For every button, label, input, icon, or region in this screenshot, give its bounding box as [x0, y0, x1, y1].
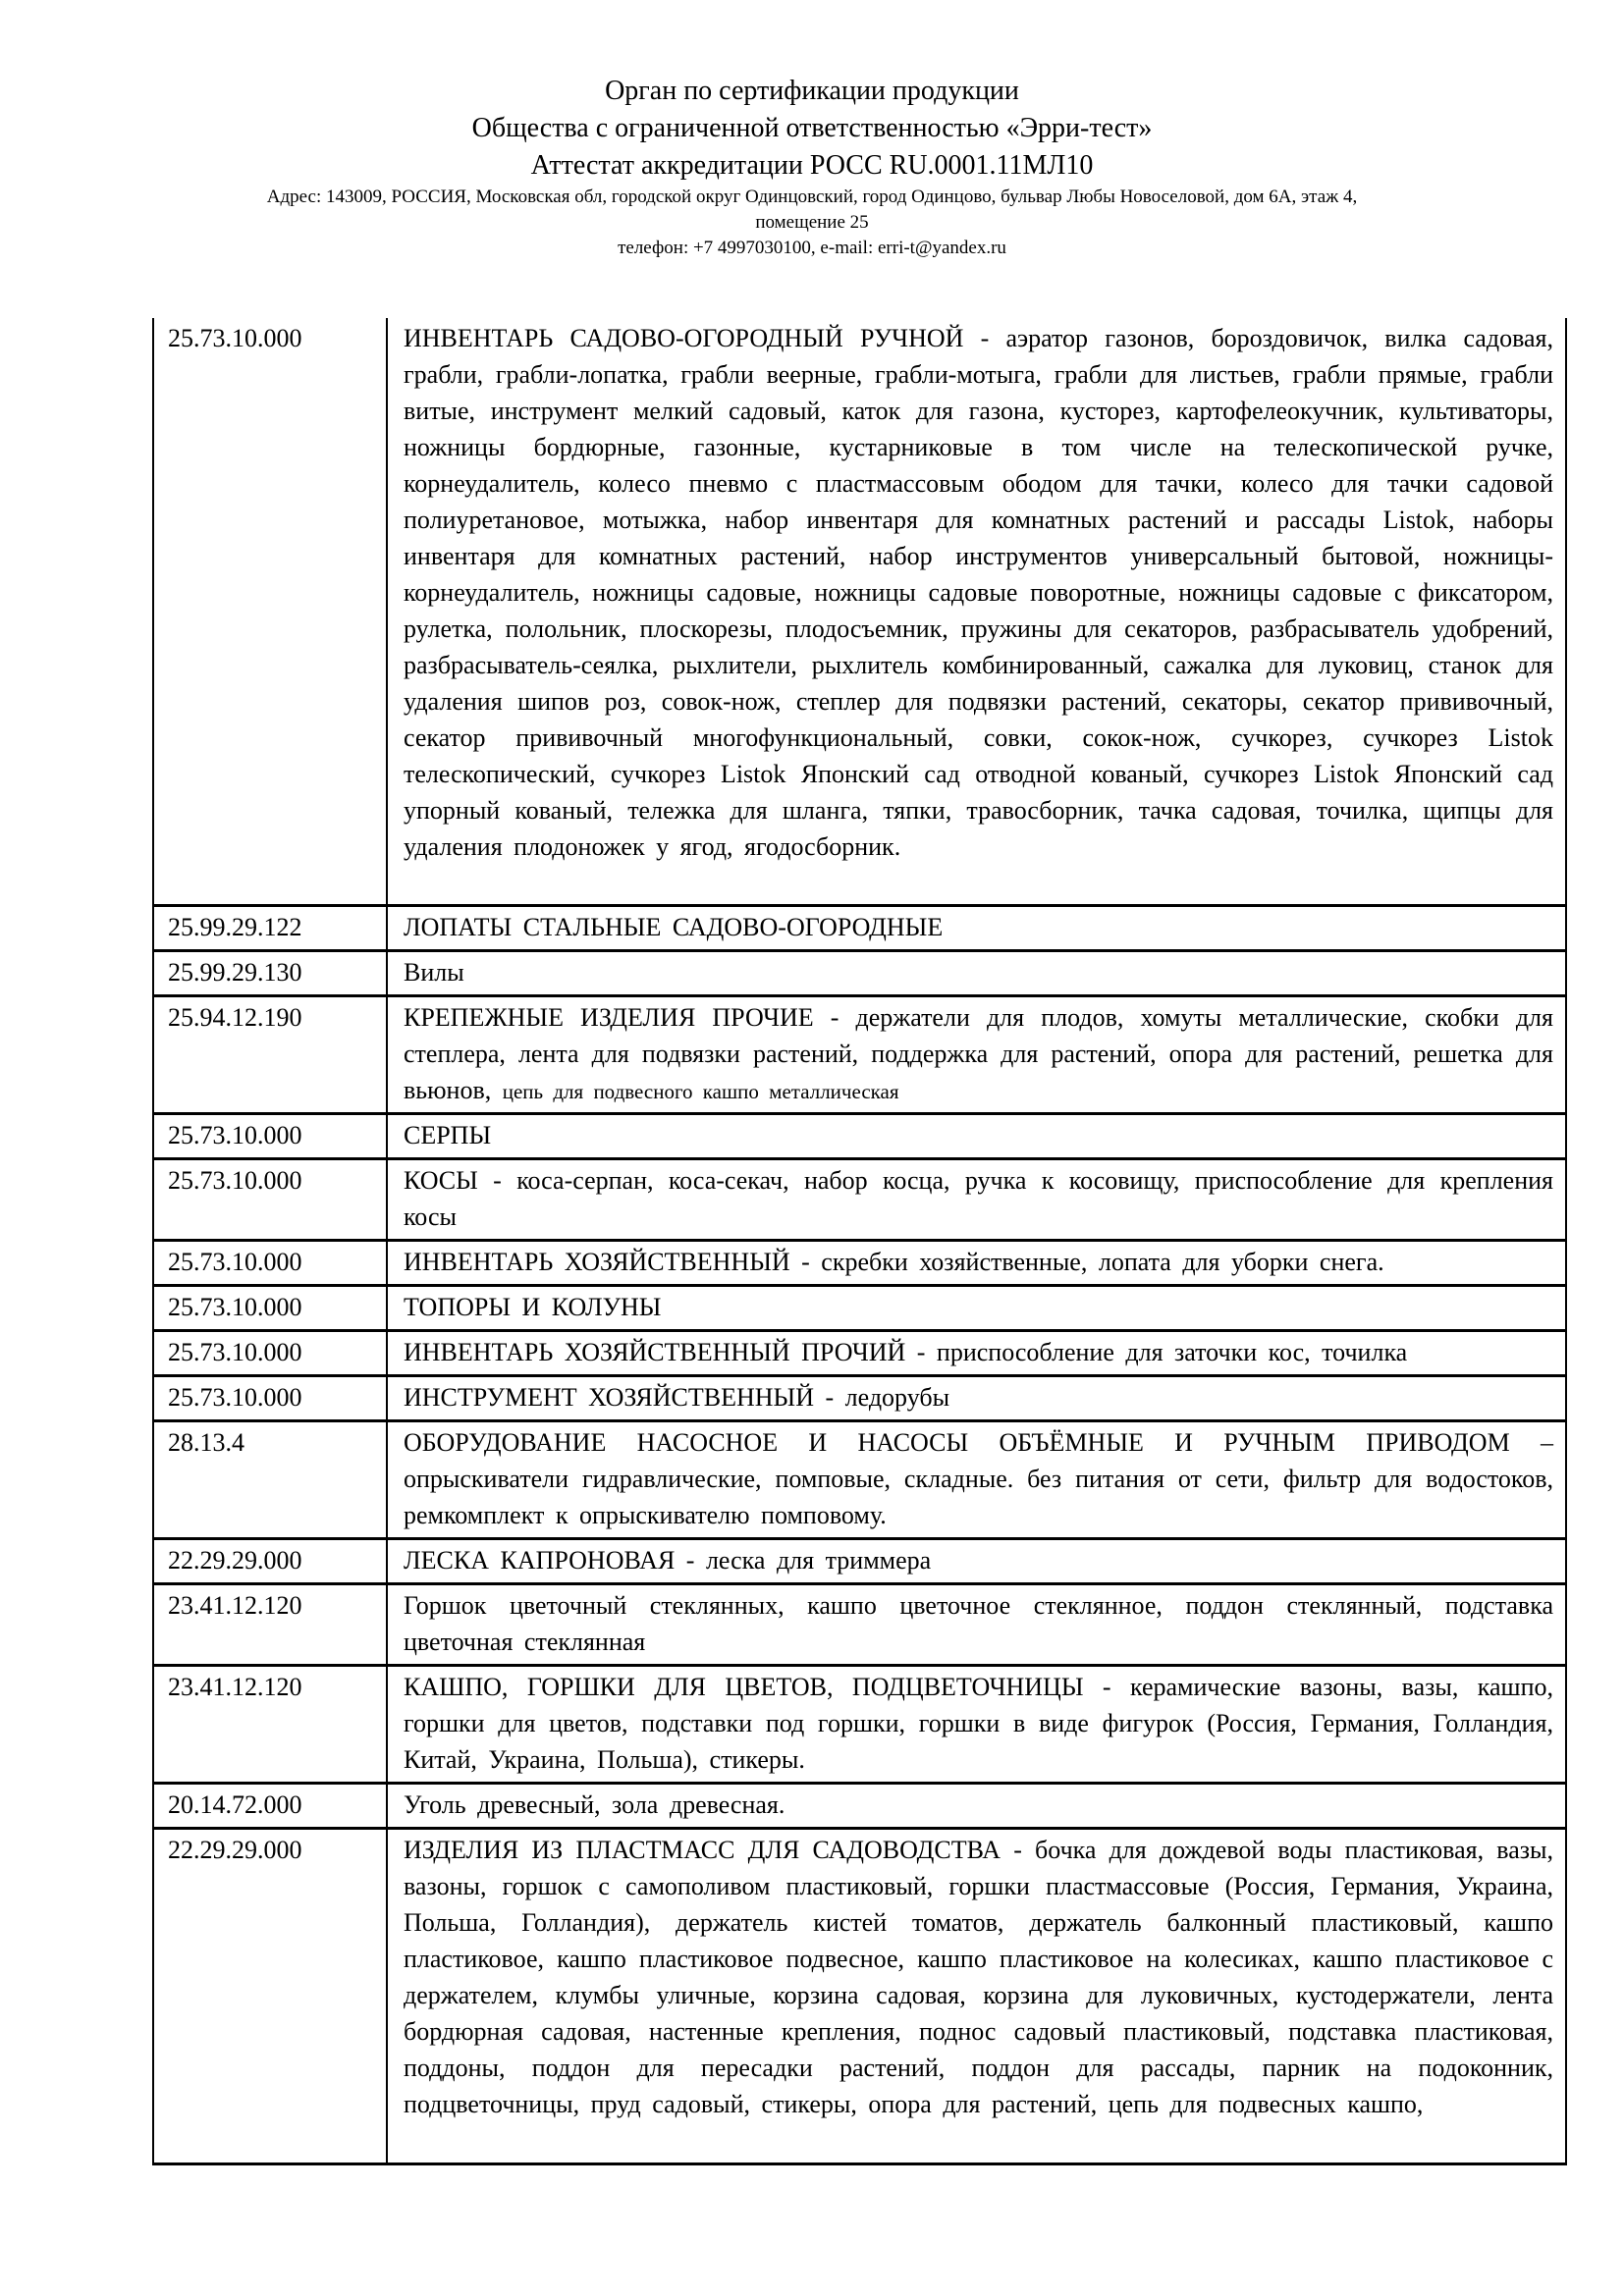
description-text: Вилы	[404, 958, 464, 987]
description-text: ЛЕСКА КАПРОНОВАЯ - леска для триммера	[404, 1546, 932, 1575]
description-cell	[388, 1160, 1565, 1239]
code-cell: 25.99.29.122	[154, 907, 388, 949]
code-cell: 25.73.10.000	[154, 318, 388, 904]
code-cell: 25.73.10.000	[154, 1287, 388, 1329]
org-title-line1: Орган по сертификации продукции	[605, 76, 1019, 106]
code-cell: 25.73.10.000	[154, 1115, 388, 1157]
description-cell	[388, 1287, 1565, 1329]
table-row	[154, 1377, 1565, 1422]
description-cell	[388, 997, 1565, 1112]
description-text: КРЕПЕЖНЫЕ ИЗДЕЛИЯ ПРОЧИЕ - держатели для плодов, хомуты металлические, скобки для степлера, лента для подвязки растений, поддержка для растений, опора для растений, решетка для вьюнов,	[404, 1003, 1553, 1104]
description-cell	[388, 1115, 1565, 1157]
table-row	[154, 1160, 1565, 1242]
description-cell	[388, 1242, 1565, 1284]
address-line1: Адрес: 143009, РОССИЯ, Московская обл, городской округ Одинцовский, город Одинцово, бульвар Любы Новоселовой, дом 6А, этаж 4,	[266, 187, 1358, 207]
table-row	[154, 1332, 1565, 1377]
description-cell	[388, 952, 1565, 994]
code-cell: 22.29.29.000	[154, 1540, 388, 1582]
table-row	[154, 1242, 1565, 1287]
table-row	[154, 1585, 1565, 1667]
description-cell	[388, 1667, 1565, 1782]
description-text: СЕРПЫ	[404, 1121, 492, 1149]
description-text: Уголь древесный, зола древесная.	[404, 1790, 785, 1819]
description-text: ЛОПАТЫ СТАЛЬНЫЕ САДОВО-ОГОРОДНЫЕ	[404, 913, 944, 941]
table-row	[154, 1287, 1565, 1332]
table-row	[154, 318, 1565, 907]
description-small-text: цепь для подвесного кашпо металлическая	[502, 1080, 899, 1103]
description-text: ИНВЕНТАРЬ САДОВО-ОГОРОДНЫЙ РУЧНОЙ - аэратор газонов, бороздовичок, вилка садовая, грабли, грабли-лопатка, грабли веерные, грабли-мотыга, грабли для листьев, грабли прямые, грабли витые, инструмент мелкий садовый, каток для газона, кусторез, картофелеокучник, культиваторы, ножницы бордюрные, газонные, кустарниковые в том числе на телескопической ручке, корнеудалитель, колесо пневмо с пластмассовым ободом для тачки, колесо для тачки садовой полиуретановое, мотыжка, набор инвентаря для комнатных растений и рассады Listok, наборы инвентаря для комнатных растений, набор инструментов универсальный бытовой, ножницы-корнеудалитель, ножницы садовые, ножницы садовые поворотные, ножницы садовые с фиксатором, рулетка, полольник, плоскорезы, плодосъемник, пружины для секаторов, разбрасыватель удобрений, разбрасыватель-сеялка, рыхлители, рыхлитель комбинированный, сажалка для луковиц, станок для удаления шипов роз, совок-нож, степлер для подвязки растений, секаторы, секатор прививочный, секатор прививочный многофункциональный, совки, сокок-нож, сучкорез, сучкорез Listok телескопический, сучкорез Listok Японский сад отводной кованый, сучкорез Listok Японский сад упорный кованый, тележка для шланга, тяпки, травосборник, тачка садовая, точилка, щипцы для удаления плодоножек у ягод, ягодосборник.	[404, 324, 1553, 861]
description-text: Горшок цветочный стеклянных, кашпо цветочное стеклянное, поддон стеклянный, подставка цветочная стеклянная	[404, 1591, 1553, 1656]
description-cell	[388, 1540, 1565, 1582]
description-cell	[388, 1785, 1565, 1827]
table-row	[154, 1667, 1565, 1785]
code-cell: 25.73.10.000	[154, 1160, 388, 1239]
table-row	[154, 997, 1565, 1115]
code-cell: 28.13.4	[154, 1422, 388, 1537]
contact-line: телефон: +7 4997030100, e-mail: erri-t@yandex.ru	[618, 238, 1006, 258]
description-text: ТОПОРЫ И КОЛУНЫ	[404, 1293, 662, 1321]
products-table	[152, 318, 1567, 2165]
code-cell: 22.29.29.000	[154, 1830, 388, 2163]
description-cell	[388, 1332, 1565, 1374]
code-cell: 25.73.10.000	[154, 1332, 388, 1374]
code-cell: 25.73.10.000	[154, 1377, 388, 1419]
description-cell	[388, 318, 1565, 904]
table-row	[154, 1115, 1565, 1160]
description-text: ИНСТРУМЕНТ ХОЗЯЙСТВЕННЫЙ - ледорубы	[404, 1383, 950, 1412]
description-text: ИНВЕНТАРЬ ХОЗЯЙСТВЕННЫЙ - скребки хозяйственные, лопата для уборки снега.	[404, 1248, 1384, 1276]
code-cell: 25.94.12.190	[154, 997, 388, 1112]
description-text: ОБОРУДОВАНИЕ НАСОСНОЕ И НАСОСЫ ОБЪЁМНЫЕ И РУЧНЫМ ПРИВОДОМ – опрыскиватели гидравлические, помповые, складные. без питания от сети, фильтр для водостоков, ремкомплект к опрыскивателю помповому.	[404, 1428, 1553, 1529]
org-title-line2: Общества с ограниченной ответственностью «Эрри-тест»	[471, 113, 1153, 143]
description-cell	[388, 907, 1565, 949]
description-text: КОСЫ - коса-серпан, коса-секач, набор косца, ручка к косовищу, приспособление для крепления косы	[404, 1166, 1553, 1231]
table-row	[154, 1785, 1565, 1830]
document-header	[0, 0, 1624, 261]
table-row	[154, 907, 1565, 952]
description-cell	[388, 1422, 1565, 1537]
table-row	[154, 952, 1565, 997]
description-text: ИЗДЕЛИЯ ИЗ ПЛАСТМАСС ДЛЯ САДОВОДСТВА - бочка для дождевой воды пластиковая, вазы, вазоны, горшок с самополивом пластиковый, горшки пластмассовые (Россия, Германия, Украина, Польша, Голландия), держатель кистей томатов, держатель балконный пластиковый, кашпо пластиковое, кашпо пластиковое подвесное, кашпо пластиковое на колесиках, кашпо пластиковое с держателем, клумбы уличные, корзина садовая, корзина для луковичных, кустодержатели, лента бордюрная садовая, настенные крепления, поднос садовый пластиковый, подставка пластиковая, поддоны, поддон для пересадки растений, поддон для рассады, парник на подоконник, подцветочницы, пруд садовый, стикеры, опора для растений, цепь для подвесных кашпо,	[404, 1836, 1553, 2118]
description-cell	[388, 1377, 1565, 1419]
code-cell: 25.99.29.130	[154, 952, 388, 994]
code-cell: 20.14.72.000	[154, 1785, 388, 1827]
table-row	[154, 1540, 1565, 1585]
code-cell: 25.73.10.000	[154, 1242, 388, 1284]
accreditation-line: Аттестат аккредитации РОСС RU.0001.11МЛ10	[530, 150, 1094, 181]
code-cell: 23.41.12.120	[154, 1667, 388, 1782]
description-text: КАШПО, ГОРШКИ ДЛЯ ЦВЕТОВ, ПОДЦВЕТОЧНИЦЫ - керамические вазоны, вазы, кашпо, горшки для цветов, подставки под горшки, горшки в виде фигурок (Россия, Германия, Голландия, Китай, Украина, Польша), стикеры.	[404, 1673, 1553, 1774]
description-text: ИНВЕНТАРЬ ХОЗЯЙСТВЕННЫЙ ПРОЧИЙ - приспособление для заточки кос, точилка	[404, 1338, 1408, 1366]
table-row	[154, 1422, 1565, 1540]
code-cell: 23.41.12.120	[154, 1585, 388, 1664]
table-row	[154, 1830, 1565, 2165]
description-cell	[388, 1830, 1565, 2163]
description-cell	[388, 1585, 1565, 1664]
address-line2: помещение 25	[755, 212, 869, 233]
